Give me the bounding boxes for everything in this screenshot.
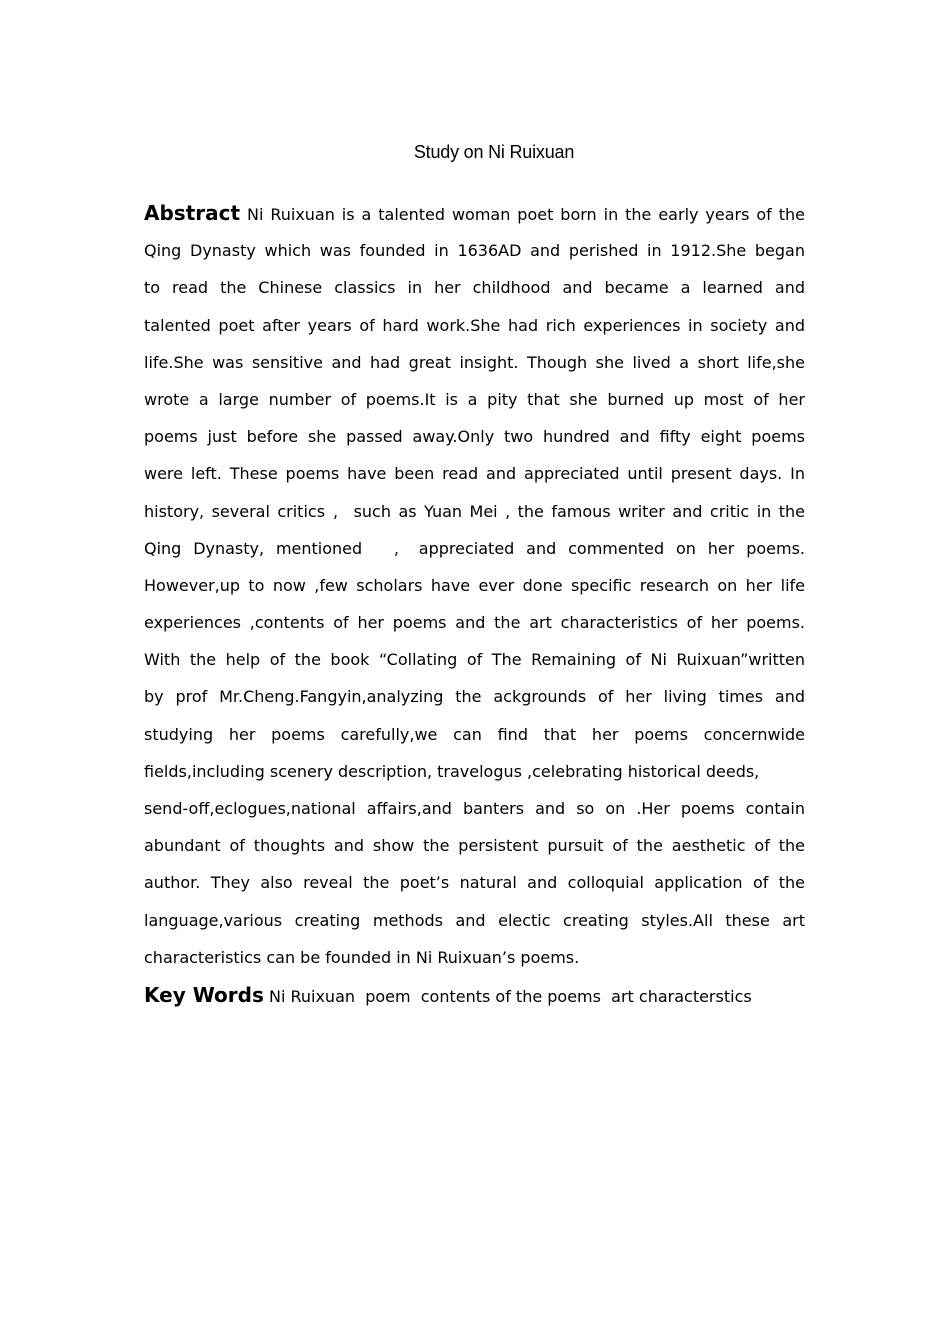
abstract-line-10: Qing Dynasty, mentioned , appreciated and commented on her poems. (144, 538, 805, 558)
abstract-line-15: studying her poems carefully,we can find that her poems concernwide (144, 724, 805, 744)
abstract-line-20: language,various creating methods and electic creating styles.All these art (144, 910, 805, 930)
document-title: Study on Ni Ruixuan (413, 142, 575, 162)
abstract-line-2: Qing Dynasty which was founded in 1636AD and perished in 1912.She began (144, 241, 805, 261)
abstract-line-13: With the help of the book “Collating of The Remaining of Ni Ruixuan”written (144, 650, 805, 670)
keywords-text: Ni Ruixuan poem contents of the poems art characterstics (263, 987, 752, 1006)
abstract-line-1 (144, 195, 805, 232)
abstract-line-16: fields,including scenery description, travelogus ,celebrating historical deeds, (144, 761, 760, 781)
keywords-line (144, 980, 805, 1012)
abstract-line-19: author. They also reveal the poet’s natural and colloquial application of the (144, 873, 805, 893)
abstract-line-8: were left. These poems have been read and appreciated until present days. In (144, 464, 805, 484)
abstract-line-17: send-off,eclogues,national affairs,and banters and so on .Her poems contain (144, 799, 805, 818)
keywords-label: Key Words (144, 983, 264, 1007)
abstract-line-18: abundant of thoughts and show the persistent pursuit of the aesthetic of the (144, 836, 805, 856)
abstract-line-21: characteristics can be founded in Ni Ruixuan’s poems. (144, 947, 580, 967)
abstract-line-7: poems just before she passed away.Only two hundred and fifty eight poems (144, 427, 805, 447)
abstract-line-6: wrote a large number of poems.It is a pity that she burned up most of her (144, 389, 805, 409)
abstract-line-9: history, several critics , such as Yuan Mei , the famous writer and critic in the (144, 501, 805, 521)
abstract-label: Abstract (144, 201, 241, 225)
abstract-line-3: to read the Chinese classics in her childhood and became a learned and (144, 278, 805, 298)
abstract-line-4: talented poet after years of hard work.She had rich experiences in society and (144, 315, 805, 335)
abstract-line-12: experiences ,contents of her poems and the art characteristics of her poems. (144, 613, 805, 633)
abstract-line-5: life.She was sensitive and had great insight. Though she lived a short life,she (144, 352, 805, 372)
abstract-line-text: Ni Ruixuan is a talented woman poet born in the early years of the (240, 205, 805, 224)
abstract-line-14: by prof Mr.Cheng.Fangyin,analyzing the ackgrounds of her living times and (144, 687, 805, 707)
abstract-line-11: However,up to now ,few scholars have ever done specific research on her life (144, 575, 805, 595)
abstract-paragraph (144, 195, 805, 976)
